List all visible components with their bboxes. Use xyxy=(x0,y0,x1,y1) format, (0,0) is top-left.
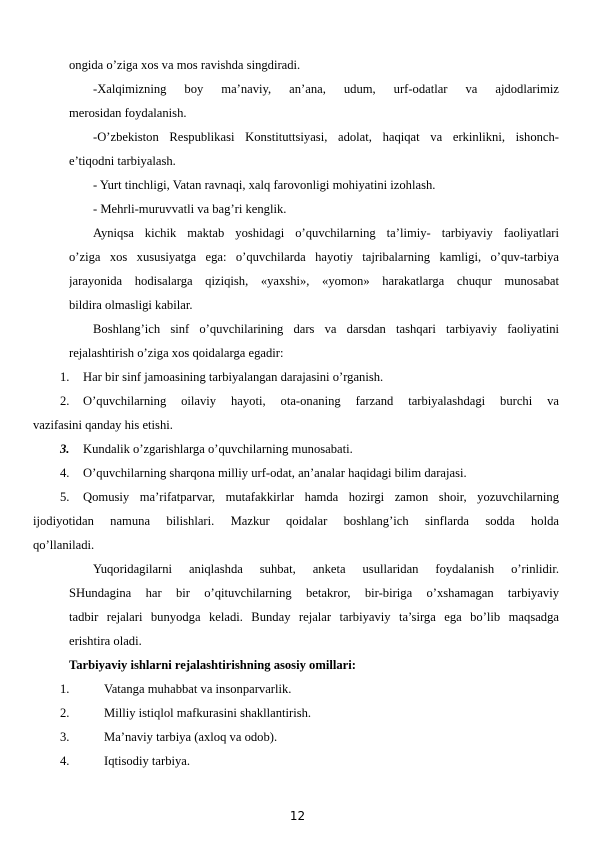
list-number: 1. xyxy=(60,682,70,696)
list-item: Ma’naviy tarbiya (axloq va odob). xyxy=(104,730,278,744)
list-number: 5. xyxy=(60,490,70,504)
text-line: bildira olmasligi kabilar. xyxy=(69,298,193,312)
list-item: Qomusiy ma’rifatparvar, mutafakkirlar hamda hozirgi zamon shoir, yozuvchilarning xyxy=(83,490,559,504)
section-heading: Tarbiyaviy ishlarni rejalashtirishning asosiy omillari: xyxy=(69,658,356,672)
list-item: O’quvchilarning oilaviy hayoti, ota-onaning farzand tarbiyalashdagi burchi va xyxy=(83,394,559,408)
text-line: rejalashtirish o’ziga xos qoidalarga egadir: xyxy=(69,346,284,360)
list-number: 1. xyxy=(60,370,70,384)
list-item: Iqtisodiy tarbiya. xyxy=(104,754,191,768)
list-number: 2. xyxy=(60,706,70,720)
text-line: -O’zbekiston Respublikasi Konstituttsiyasi, adolat, haqiqat va erkinlikni, ishonch- xyxy=(93,130,559,144)
list-item: Milliy istiqlol mafkurasini shakllantirish. xyxy=(104,706,312,720)
text-line: SHundagina har bir o’qituvchilarning betakror, bir-biriga o’xshamagan tarbiyaviy xyxy=(69,586,559,600)
page-number: 12 xyxy=(289,809,306,823)
list-number: 3. xyxy=(60,730,70,744)
text-line: erishtira oladi. xyxy=(69,634,142,648)
list-item: Kundalik o’zgarishlarga o’quvchilarning munosabati. xyxy=(83,442,353,456)
list-item: Har bir sinf jamoasining tarbiyalangan darajasini o’rganish. xyxy=(83,370,384,384)
list-number: 4. xyxy=(60,754,70,768)
text-line: Boshlang’ich sinf o’quvchilarining dars va darsdan tashqari tarbiyaviy faoliyatini xyxy=(93,322,559,336)
text-line: -Xalqimizning boy ma’naviy, an’ana, udum, urf-odatlar va ajdodlarimiz xyxy=(93,82,559,96)
text-line: o’ziga xos xususiyatga ega: o’quvchilarda hayotiy tajribalarning kamligi, o’quv-tarbiya xyxy=(69,250,559,264)
list-item: O’quvchilarning sharqona milliy urf-odat, an’analar haqidagi bilim darajasi. xyxy=(83,466,467,480)
text-line: Ayniqsa kichik maktab yoshidagi o’quvchilarning ta’limiy- tarbiyaviy faoliyatlari xyxy=(93,226,559,240)
list-number: 2. xyxy=(60,394,70,408)
text-line: ongida o’ziga xos va mos ravishda singdiradi. xyxy=(69,58,301,72)
text-line: merosidan foydalanish. xyxy=(69,106,187,120)
text-line: e’tiqodni tarbiyalash. xyxy=(69,154,176,168)
list-item: Vatanga muhabbat va insonparvarlik. xyxy=(104,682,292,696)
list-item-continuation: qo’llaniladi. xyxy=(33,538,95,552)
text-line: - Mehrli-muruvvatli va bag’ri kenglik. xyxy=(93,202,287,216)
list-item-continuation: ijodiyotidan namuna bilishlari. Mazkur qoidalar boshlang’ich sinflarda sodda holda xyxy=(33,514,559,528)
text-line: Yuqoridagilarni aniqlashda suhbat, anketa usullaridan foydalanish o’rinlidir. xyxy=(93,562,559,576)
list-number: 4. xyxy=(60,466,70,480)
text-line: - Yurt tinchligi, Vatan ravnaqi, xalq farovonligi mohiyatini izohlash. xyxy=(93,178,436,192)
list-item-continuation: vazifasini qanday his etishi. xyxy=(33,418,173,432)
text-line: tadbir rejalari bunyodga keladi. Bunday rejalar tarbiyaviy ta’sirga ega bo’lib maqsadga xyxy=(69,610,559,624)
list-number: 3. xyxy=(60,442,70,456)
text-line: jarayonida hodisalarga qiziqish, «yaxshi», «yomon» harakatlarga chuqur munosabat xyxy=(69,274,559,288)
